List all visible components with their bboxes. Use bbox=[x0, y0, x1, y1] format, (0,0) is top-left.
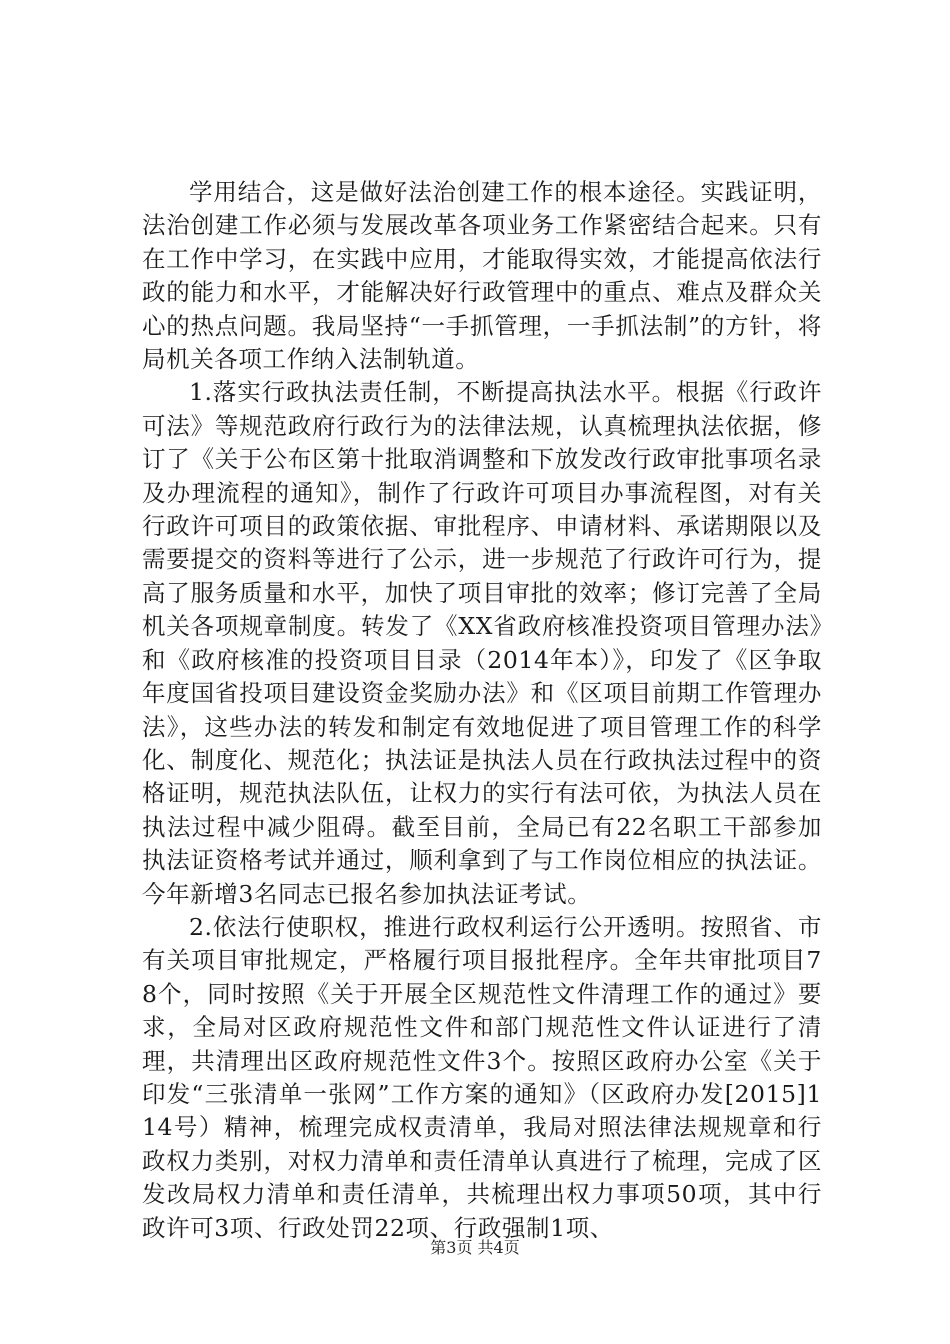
document-body bbox=[142, 176, 822, 1245]
paragraph-rule-of-law-intro: 学用结合，这是做好法治创建工作的根本途径。实践证明，法治创建工作必须与发展改革各项业务工作紧密结合起来。只有在工作中学习，在实践中应用，才能取得实效，才能提高依法行政的能力和水平，才能解决好行政管理中的重点、难点及群众关心的热点问题。我局坚持“一手抓管理，一手抓法制”的方针，将局机关各项工作纳入法制轨道。 bbox=[142, 178, 822, 374]
page-number-footer: 第3页 共4页 bbox=[430, 1238, 520, 1257]
paragraph-exercise-powers: 2.依法行使职权，推进行政权利运行公开透明。按照省、市有关项目审批规定，严格履行项目报批程序。全年共审批项目78个，同时按照《关于开展全区规范性文件清理工作的通过》要求，全局对区政府规范性文件和部门规范性文件认证进行了清理，共清理出区政府规范性文件3个。按照区政府办公室《关于印发“三张清单一张网”工作方案的通知》（区政府办发[2015]114号）精神，梳理完成权责清单，我局对照法律法规规章和行政权力类别，对权力清单和责任清单认真进行了梳理，完成了区发改局权力清单和责任清单，共梳理出权力事项50项，其中行政许可3项、行政处罚22项、行政强制1项、 bbox=[142, 912, 822, 1242]
paragraph-enforcement-responsibility: 1.落实行政执法责任制，不断提高执法水平。根据《行政许可法》等规范政府行政行为的法律法规，认真梳理执法依据，修订了《关于公布区第十批取消调整和下放发改行政审批事项名录及办理流程的通知》，制作了行政许可项目办事流程图，对有关行政许可项目的政策依据、审批程序、申请材料、承诺期限以及需要提交的资料等进行了公示，进一步规范了行政许可行为，提高了服务质量和水平，加快了项目审批的效率；修订完善了全局机关各项规章制度。转发了《XX省政府核准投资项目管理办法》和《政府核准的投资项目目录（2014年本）》，印发了《区争取年度国省投项目建设资金奖励办法》和《区项目前期工作管理办法》，这些办法的转发和制定有效地促进了项目管理工作的科学化、制度化、规范化；执法证是执法人员在行政执法过程中的资格证明，规范执法队伍，让权力的实行有法可依，为执法人员在执法过程中减少阻碍。截至目前，全局已有22名职工干部参加执法证资格考试并通过，顺利拿到了与工作岗位相应的执法证。今年新增3名同志已报名参加执法证考试。 bbox=[142, 378, 822, 908]
